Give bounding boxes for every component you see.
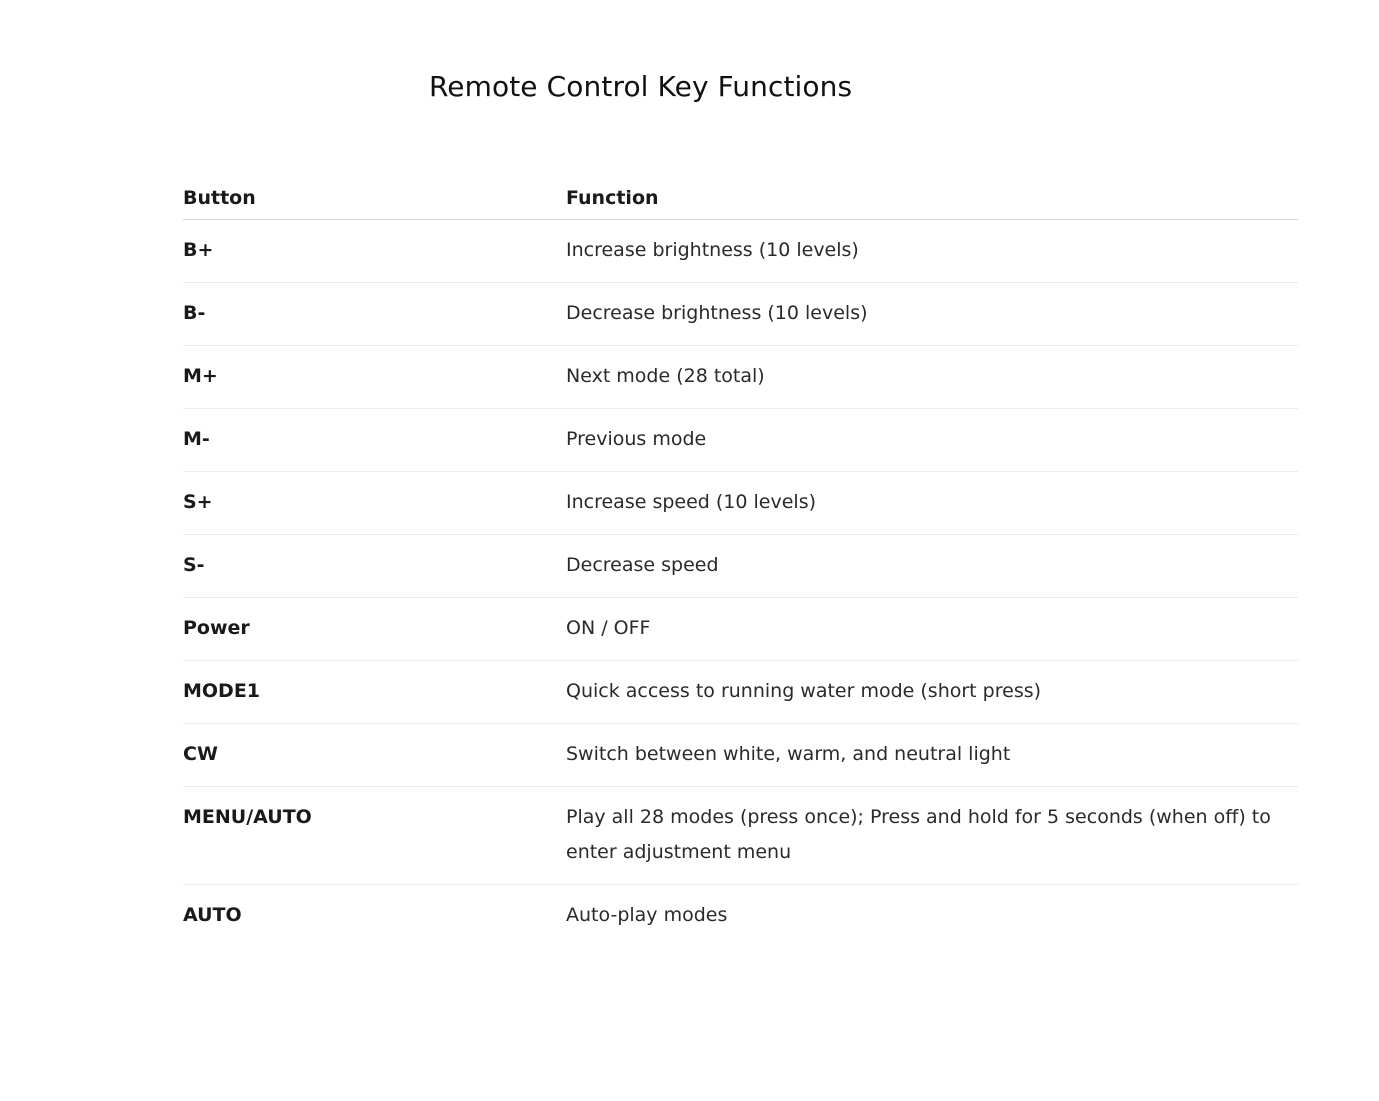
table-row [183, 346, 1298, 409]
table-row [183, 885, 1298, 948]
table-row [183, 787, 1298, 885]
button-name-cell: MENU/AUTO [183, 787, 566, 885]
button-name-cell: AUTO [183, 904, 242, 926]
table-row [183, 409, 1298, 472]
function-description-cell: Switch between white, warm, and neutral light [566, 724, 1298, 787]
page-title: Remote Control Key Functions [429, 70, 853, 103]
table-row [183, 724, 1298, 787]
table-row [183, 283, 1298, 346]
table-row [183, 535, 1298, 598]
button-name-cell: M- [183, 409, 566, 472]
button-name-cell: MODE1 [183, 661, 566, 724]
function-description-cell: Decrease brightness (10 levels) [566, 283, 1298, 346]
button-name-cell: B+ [183, 220, 566, 283]
function-description-cell: Decrease speed [566, 535, 1298, 598]
button-name-cell: Power [183, 598, 566, 661]
button-name-cell: S- [183, 535, 566, 598]
table-row [183, 598, 1298, 661]
function-description-cell: Next mode (28 total) [566, 346, 1298, 409]
column-header-button: Button [183, 176, 566, 220]
table-row [183, 472, 1298, 535]
button-name-cell: B- [183, 283, 566, 346]
table-row [183, 661, 1298, 724]
button-name-cell: CW [183, 724, 566, 787]
button-name-cell: S+ [183, 472, 566, 535]
function-description-cell: Previous mode [566, 409, 1298, 472]
function-description-cell: Quick access to running water mode (short press) [566, 661, 1298, 724]
table-row [183, 220, 1298, 283]
function-description-cell: Increase speed (10 levels) [566, 472, 1298, 535]
function-description-cell: Play all 28 modes (press once); Press and hold for 5 seconds (when off) to enter adjustment menu [566, 787, 1298, 885]
table-header-row [183, 176, 1298, 220]
key-functions-table [183, 176, 1298, 947]
function-description-cell: Increase brightness (10 levels) [566, 220, 1298, 283]
function-description-cell: ON / OFF [566, 598, 1298, 661]
function-description-cell: Auto-play modes [566, 904, 728, 926]
column-header-function: Function [566, 176, 1298, 220]
button-name-cell: M+ [183, 346, 566, 409]
